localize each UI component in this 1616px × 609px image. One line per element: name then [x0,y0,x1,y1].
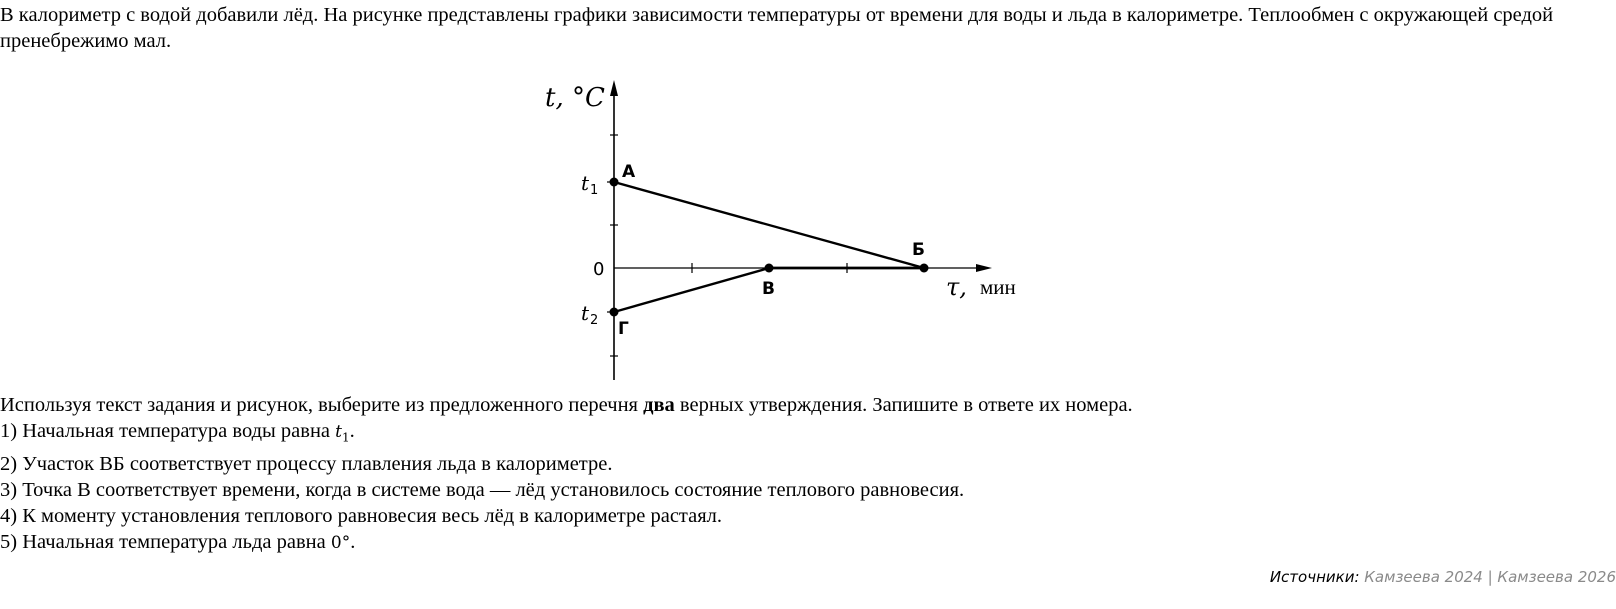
point-A [610,178,619,187]
zero-label: 0 [593,259,605,280]
point-V [765,264,774,273]
ice-line-GV [614,268,769,312]
t2-subscript: 2 [590,313,599,328]
prompt-text-before: Используя текст задания и рисунок, выберите из предложенного перечня [0,394,644,416]
point-B-label: Б [912,240,925,260]
option-2: 2) Участок ВБ соответствует процессу плавления льда в калориметре. [0,452,613,475]
sources-links[interactable]: Камзеева 2024 | Камзеева 2026 [1364,568,1616,586]
option-3: 3) Точка В соответствует времени, когда в системе вода — лёд установилось состояние теплового равновесия. [0,478,965,501]
prompt-text-after: верных утверждения. Запишите в ответе их номера. [674,394,1133,416]
option-1: 1) Начальная температура воды равна $t_1$. [0,420,355,445]
t1-subscript: 1 [590,183,599,198]
option-4: 4) К моменту установления теплового равновесия весь лёд в калориметре растаял. [0,505,723,527]
point-A-label: А [622,162,636,182]
point-B [920,264,929,273]
x-axis-symbol: τ, [946,273,967,301]
t1-label: t [581,171,590,195]
option-5: 5) Начальная температура льда равна 0°. [0,531,356,554]
y-axis-label: t, °C [545,83,605,113]
x-axis-unit: мин [980,275,1016,299]
water-line-AB [614,182,924,268]
point-G [610,308,619,317]
x-axis-arrow-icon [976,264,992,272]
point-V-label: В [762,279,775,299]
point-G-label: Г [618,319,629,339]
y-ticks [607,135,618,356]
t2-label: t [581,301,590,325]
task-prompt [0,392,1133,418]
sources [1270,568,1616,586]
option-5-math: 0° [330,533,351,554]
prompt-bold: два [643,394,675,416]
sources-label: Источники: [1269,568,1360,586]
task-intro: В калориметр с водой добавили лёд. На рисунке представлены графики зависимости температуры от времени для воды и льда в калориметре. Теплообмен с окружающей средой пренебрежимо мал. [0,4,1554,52]
option-1-math: $t_1$ [335,422,350,445]
answer-options [0,418,964,556]
y-axis-arrow-icon [610,80,618,96]
